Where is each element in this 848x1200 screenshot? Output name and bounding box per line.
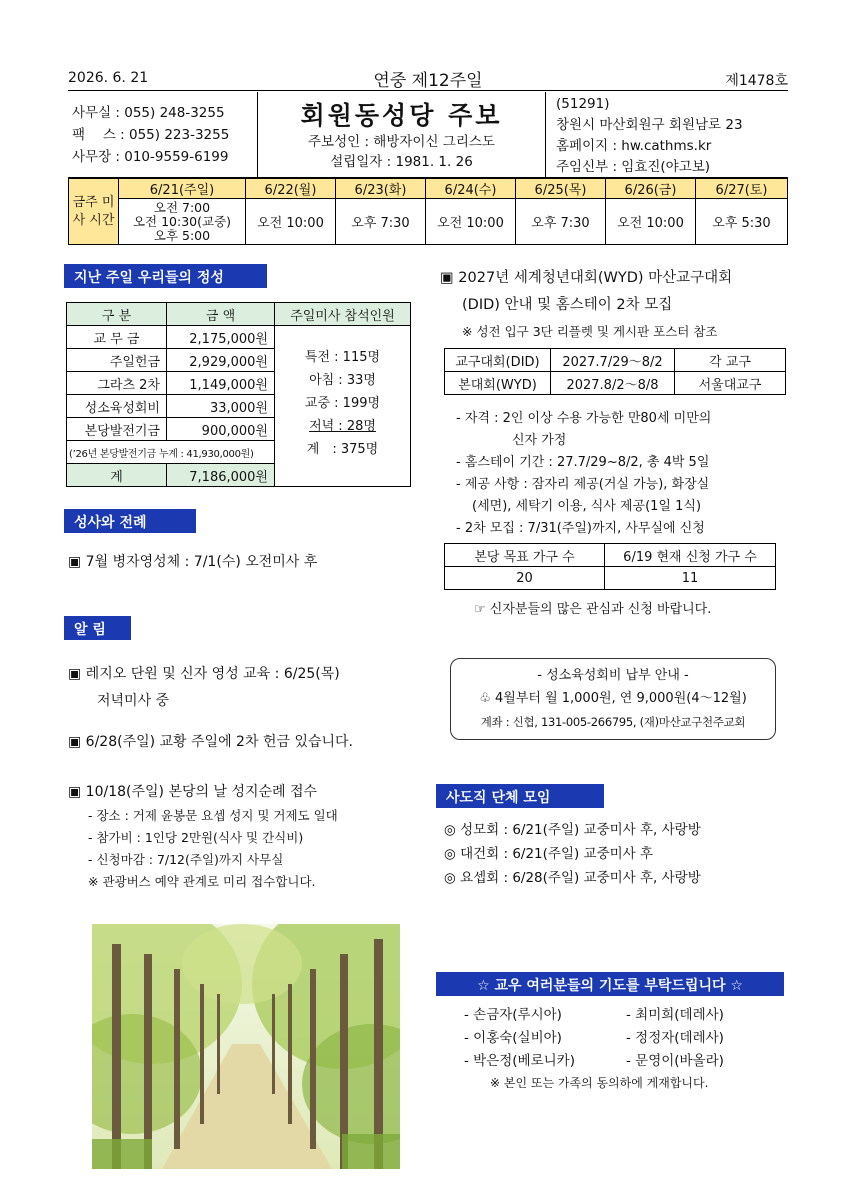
building-fund-total: (’26년 본당발전기금 누계 : 41,930,000원) <box>67 441 275 464</box>
divider <box>68 90 788 91</box>
mass-label: 금주 미사 시간 <box>69 179 119 245</box>
group-meeting: ◎ 대건회 : 6/21(주일) 교중미사 후 <box>444 846 654 862</box>
total-amount: 7,186,000원 <box>167 464 275 487</box>
offering-label: 주일헌금 <box>67 349 167 372</box>
mass-time: 오후 5:30 <box>696 199 788 245</box>
mass-time: 오전 10:00 <box>246 199 336 245</box>
address-block <box>546 92 788 177</box>
day-header: 6/21(주일) <box>119 179 246 199</box>
mass-time: 오전 10:00 <box>606 199 696 245</box>
bulletin-date: 2026. 6. 21 <box>68 70 149 86</box>
wyd-events-table <box>444 348 786 395</box>
issue-number: 제1478호 <box>725 73 788 89</box>
detail-line: - 참가비 : 1인당 2만원(식사 및 간식비) <box>88 830 304 845</box>
prayer-name: - 정정자(데레사) <box>626 1030 724 1046</box>
title-block <box>258 92 546 177</box>
day-header: 6/24(수) <box>426 179 516 199</box>
fee-title: - 성소육성회비 납부 안내 - <box>537 668 689 683</box>
event-dates: 2027.8/2～8/8 <box>551 372 675 395</box>
attendance-vigil: 특전 : 115명 <box>304 350 381 365</box>
event-name: 본대회(WYD) <box>445 372 551 395</box>
office-phone: 사무실 : 055) 248-3255 <box>72 105 225 121</box>
detail-line: - 장소 : 거제 윤봉문 요셉 성지 및 거제도 일대 <box>88 808 338 823</box>
prayer-name: - 최미희(데레사) <box>626 1007 724 1023</box>
detail-line: - 신청마감 : 7/12(주일)까지 사무실 <box>88 852 284 867</box>
prayer-name: - 이홍숙(실비아) <box>464 1030 562 1046</box>
fee-amount: ♧ 4월부터 월 1,000원, 연 9,000원(4～12월) <box>479 691 747 706</box>
groups-section-title: 사도직 단체 모임 <box>436 784 604 808</box>
detail-line: - 2차 모집 : 7/31(주일)까지, 사무실에 신청 <box>456 521 705 536</box>
detail-line: - 홈스테이 기간 : 27.7/29~8/2, 총 4박 5일 <box>456 455 710 470</box>
day-header: 6/26(금) <box>606 179 696 199</box>
groups-list <box>444 818 701 890</box>
masthead-line <box>68 64 788 92</box>
event-dates: 2027.7/29～8/2 <box>551 349 675 372</box>
offering-label: 본당발전기금 <box>67 418 167 441</box>
wyd-details <box>456 408 786 540</box>
detail-line: (세면), 세탁기 이용, 식사 제공(1일 1식) <box>472 499 702 514</box>
prayer-name: - 박은정(베로니카) <box>464 1053 575 1069</box>
prayer-list-left <box>464 1004 575 1073</box>
group-meeting: ◎ 성모회 : 6/21(주일) 교중미사 후, 사랑방 <box>444 822 701 838</box>
mass-time: 오전 7:00 오전 10:30(교중) 오후 5:00 <box>119 199 246 245</box>
attendance-cell <box>275 326 411 487</box>
offering-label: 성소육성회비 <box>67 395 167 418</box>
street-address: 창원시 마산회원구 회원남로 23 <box>556 117 743 133</box>
goal-count: 20 <box>445 567 605 590</box>
detail-line: - 자격 : 2인 이상 수용 가능한 만80세 미만의 <box>456 411 712 426</box>
offering-amount: 1,149,000원 <box>167 372 275 395</box>
detail-line: 신자 가정 <box>512 433 567 448</box>
detail-line: - 제공 사항 : 잠자리 제공(거실 가능), 화장실 <box>456 477 710 492</box>
bulletin-title: 회원동성당 주보 <box>300 101 503 130</box>
prayer-note: ※ 본인 또는 가족의 동의하에 게재합니다. <box>490 1076 709 1090</box>
mass-schedule <box>68 178 788 245</box>
contact-info <box>68 92 258 177</box>
fee-account: 계좌 : 신협, 131-005-266795, (재)마산교구천주교회 <box>480 715 746 729</box>
sacrament-item: ▣ 7월 병자영성체 : 7/1(수) 오전미사 후 <box>68 554 318 570</box>
day-header: 6/25(목) <box>516 179 606 199</box>
fax: 팩 스 : 055) 223-3255 <box>72 127 230 143</box>
notice-item: ▣ 레지오 단원 및 신자 영성 교육 : 6/25(목) <box>68 666 340 682</box>
event-venue: 각 교구 <box>675 349 786 372</box>
event-name: 교구대회(DID) <box>445 349 551 372</box>
attendance-total: 계 : 375명 <box>306 442 379 457</box>
offering-amount: 33,000원 <box>167 395 275 418</box>
mass-time: 오전 10:00 <box>426 199 516 245</box>
secretary-phone: 사무장 : 010-9559-6199 <box>72 149 229 165</box>
event-venue: 서울대교구 <box>675 372 786 395</box>
pilgrimage-details <box>88 805 418 893</box>
homepage: 홈페이지 : hw.cathms.kr <box>556 138 712 154</box>
liturgical-week: 연중 제12주일 <box>373 71 483 91</box>
column-header: 본당 목표 가구 수 <box>445 544 605 567</box>
column-header: 금 액 <box>167 303 275 326</box>
prayer-name: - 문영이(바올라) <box>626 1053 724 1069</box>
pastor: 주임신부 : 임효진(야고보) <box>556 159 711 175</box>
offering-amount: 900,000원 <box>167 418 275 441</box>
postal-code: (51291) <box>556 96 610 112</box>
offering-table <box>66 302 411 487</box>
prayer-list-right <box>626 1004 724 1073</box>
notice-item: ▣ 6/28(주일) 교황 주일에 2차 헌금 있습니다. <box>68 734 353 750</box>
column-header: 6/19 현재 신청 가구 수 <box>605 544 776 567</box>
day-header: 6/27(토) <box>696 179 788 199</box>
total-label: 계 <box>67 464 167 487</box>
offering-amount: 2,929,000원 <box>167 349 275 372</box>
patron-saint: 주보성인 : 해방자이신 그리스도 <box>308 134 495 150</box>
founding-date: 설립일자 : 1981. 1. 26 <box>330 154 473 170</box>
sacrament-section-title: 성사와 전례 <box>64 509 196 533</box>
bulletin-header <box>68 92 788 178</box>
attendance-morning: 아침 : 33명 <box>309 373 376 388</box>
notice-item-cont: 저녁미사 중 <box>97 693 170 709</box>
wyd-appeal: ☞ 신자분들의 많은 관심과 신청 바랍니다. <box>474 602 712 617</box>
group-meeting: ◎ 요셉회 : 6/28(주일) 교중미사 후, 사랑방 <box>444 870 701 886</box>
column-header: 주일미사 참석인원 <box>275 303 411 326</box>
offering-section-title: 지난 주일 우리들의 정성 <box>64 264 267 288</box>
column-header: 구 분 <box>67 303 167 326</box>
notice-item: ▣ 10/18(주일) 본당의 날 성지순례 접수 <box>68 784 318 800</box>
notice-section-title: 알 림 <box>64 616 131 640</box>
wyd-title: ▣ 2027년 세계청년대회(WYD) 마산교구대회 <box>440 270 733 286</box>
offering-label: 그라츠 2차 <box>67 372 167 395</box>
vocation-fee-box <box>450 658 776 740</box>
prayer-section-title: ☆ 교우 여러분들의 기도를 부탁드립니다 ☆ <box>436 972 784 996</box>
wyd-note: ※ 성전 입구 3단 리플렛 및 게시판 포스터 참조 <box>462 324 718 339</box>
offering-label: 교 무 금 <box>67 326 167 349</box>
mass-time: 오후 7:30 <box>336 199 426 245</box>
day-header: 6/23(화) <box>336 179 426 199</box>
attendance-evening: 저녁 : 28명 <box>309 419 376 434</box>
mass-time: 오후 7:30 <box>516 199 606 245</box>
detail-line: ※ 관광버스 예약 관계로 미리 접수합니다. <box>88 874 316 889</box>
prayer-name: - 손금자(루시아) <box>464 1007 562 1023</box>
offering-amount: 2,175,000원 <box>167 326 275 349</box>
forest-path-image <box>92 924 400 1169</box>
homestay-goal-table <box>444 543 776 590</box>
day-header: 6/22(월) <box>246 179 336 199</box>
attendance-main: 교중 : 199명 <box>304 396 381 411</box>
wyd-title-cont: (DID) 안내 및 홈스테이 2차 모집 <box>462 297 673 313</box>
current-count: 11 <box>605 567 776 590</box>
